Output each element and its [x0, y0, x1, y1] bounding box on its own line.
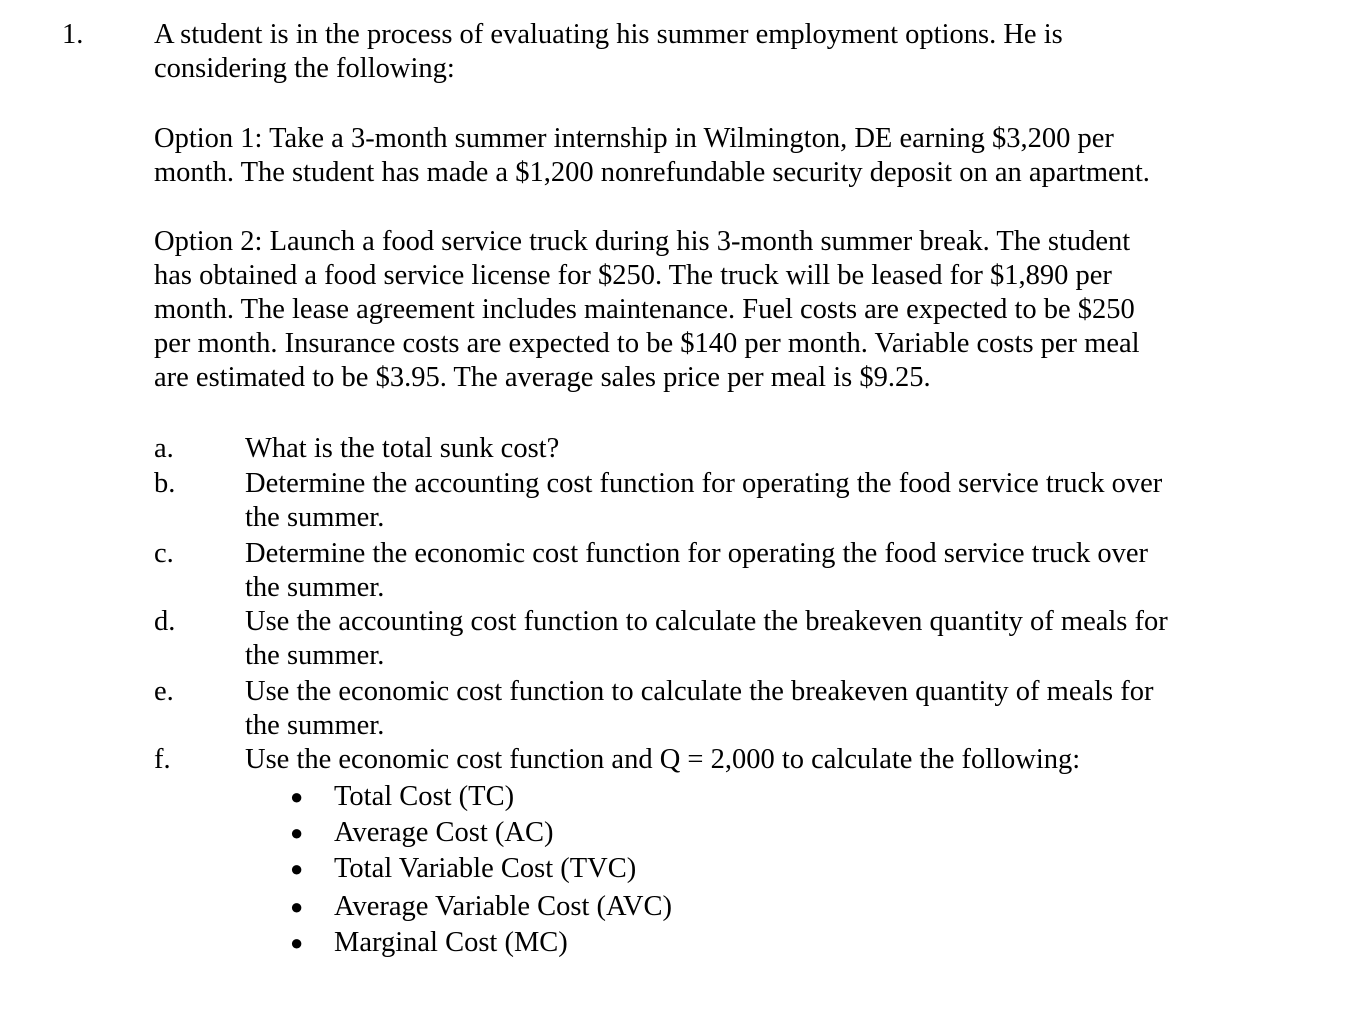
option2-paragraph [154, 225, 1334, 395]
question-line: the summer. [245, 710, 385, 741]
bullet-icon: ● [290, 820, 304, 845]
bullet-text: Average Cost (AC) [334, 817, 554, 848]
bullet-item-average-cost [290, 816, 554, 850]
intro-line: A student is in the process of evaluating his summer employment options. He is [154, 19, 1063, 50]
option1-paragraph [154, 122, 1334, 190]
question-line: the summer. [245, 502, 385, 533]
question-line: the summer. [245, 572, 385, 603]
option2-line: per month. Insurance costs are expected to be $140 per month. Variable costs per meal [154, 328, 1140, 359]
question-letter-c: c. [154, 538, 174, 569]
question-c-text [245, 537, 1148, 605]
bullet-text: Marginal Cost (MC) [334, 927, 568, 958]
question-line: Determine the accounting cost function for operating the food service truck over [245, 468, 1163, 499]
question-a-text [245, 432, 559, 466]
bullet-item-marginal-cost [290, 926, 568, 960]
problem-number: 1. [62, 19, 84, 50]
bullet-item-average-variable-cost [290, 890, 672, 924]
bullet-text: Average Variable Cost (AVC) [334, 891, 672, 922]
question-letter-e: e. [154, 676, 174, 707]
option1-line: month. The student has made a $1,200 nonrefundable security deposit on an apartment. [154, 157, 1150, 188]
bullet-icon: ● [290, 784, 304, 809]
question-line: Determine the economic cost function for operating the food service truck over [245, 538, 1148, 569]
option2-line: are estimated to be $3.95. The average sales price per meal is $9.25. [154, 362, 931, 393]
question-letter-d: d. [154, 606, 176, 637]
bullet-text: Total Cost (TC) [334, 781, 515, 812]
option2-line: has obtained a food service license for $250. The truck will be leased for $1,890 per [154, 260, 1112, 291]
bullet-text: Total Variable Cost (TVC) [334, 853, 637, 884]
question-letter-a: a. [154, 433, 174, 464]
option1-line: Option 1: Take a 3-month summer internship in Wilmington, DE earning $3,200 per [154, 123, 1114, 154]
question-e-text [245, 675, 1154, 743]
bullet-icon: ● [290, 894, 304, 919]
question-line: the summer. [245, 640, 385, 671]
bullet-item-total-cost [290, 780, 514, 814]
question-line: Use the accounting cost function to calculate the breakeven quantity of meals for [245, 606, 1168, 637]
intro-paragraph [154, 18, 1334, 86]
option2-line: month. The lease agreement includes maintenance. Fuel costs are expected to be $250 [154, 294, 1135, 325]
bullet-item-total-variable-cost [290, 852, 636, 886]
question-letter-f: f. [154, 744, 171, 775]
option2-line: Option 2: Launch a food service truck during his 3-month summer break. The student [154, 226, 1131, 257]
question-line: What is the total sunk cost? [245, 433, 560, 464]
question-letter-b: b. [154, 468, 176, 499]
bullet-icon: ● [290, 856, 304, 881]
intro-line: considering the following: [154, 53, 455, 84]
question-f-text [245, 743, 1080, 777]
question-line: Use the economic cost function and Q = 2,000 to calculate the following: [245, 744, 1081, 775]
question-line: Use the economic cost function to calculate the breakeven quantity of meals for [245, 676, 1154, 707]
question-d-text [245, 605, 1168, 673]
question-b-text [245, 467, 1162, 535]
bullet-icon: ● [290, 930, 304, 955]
